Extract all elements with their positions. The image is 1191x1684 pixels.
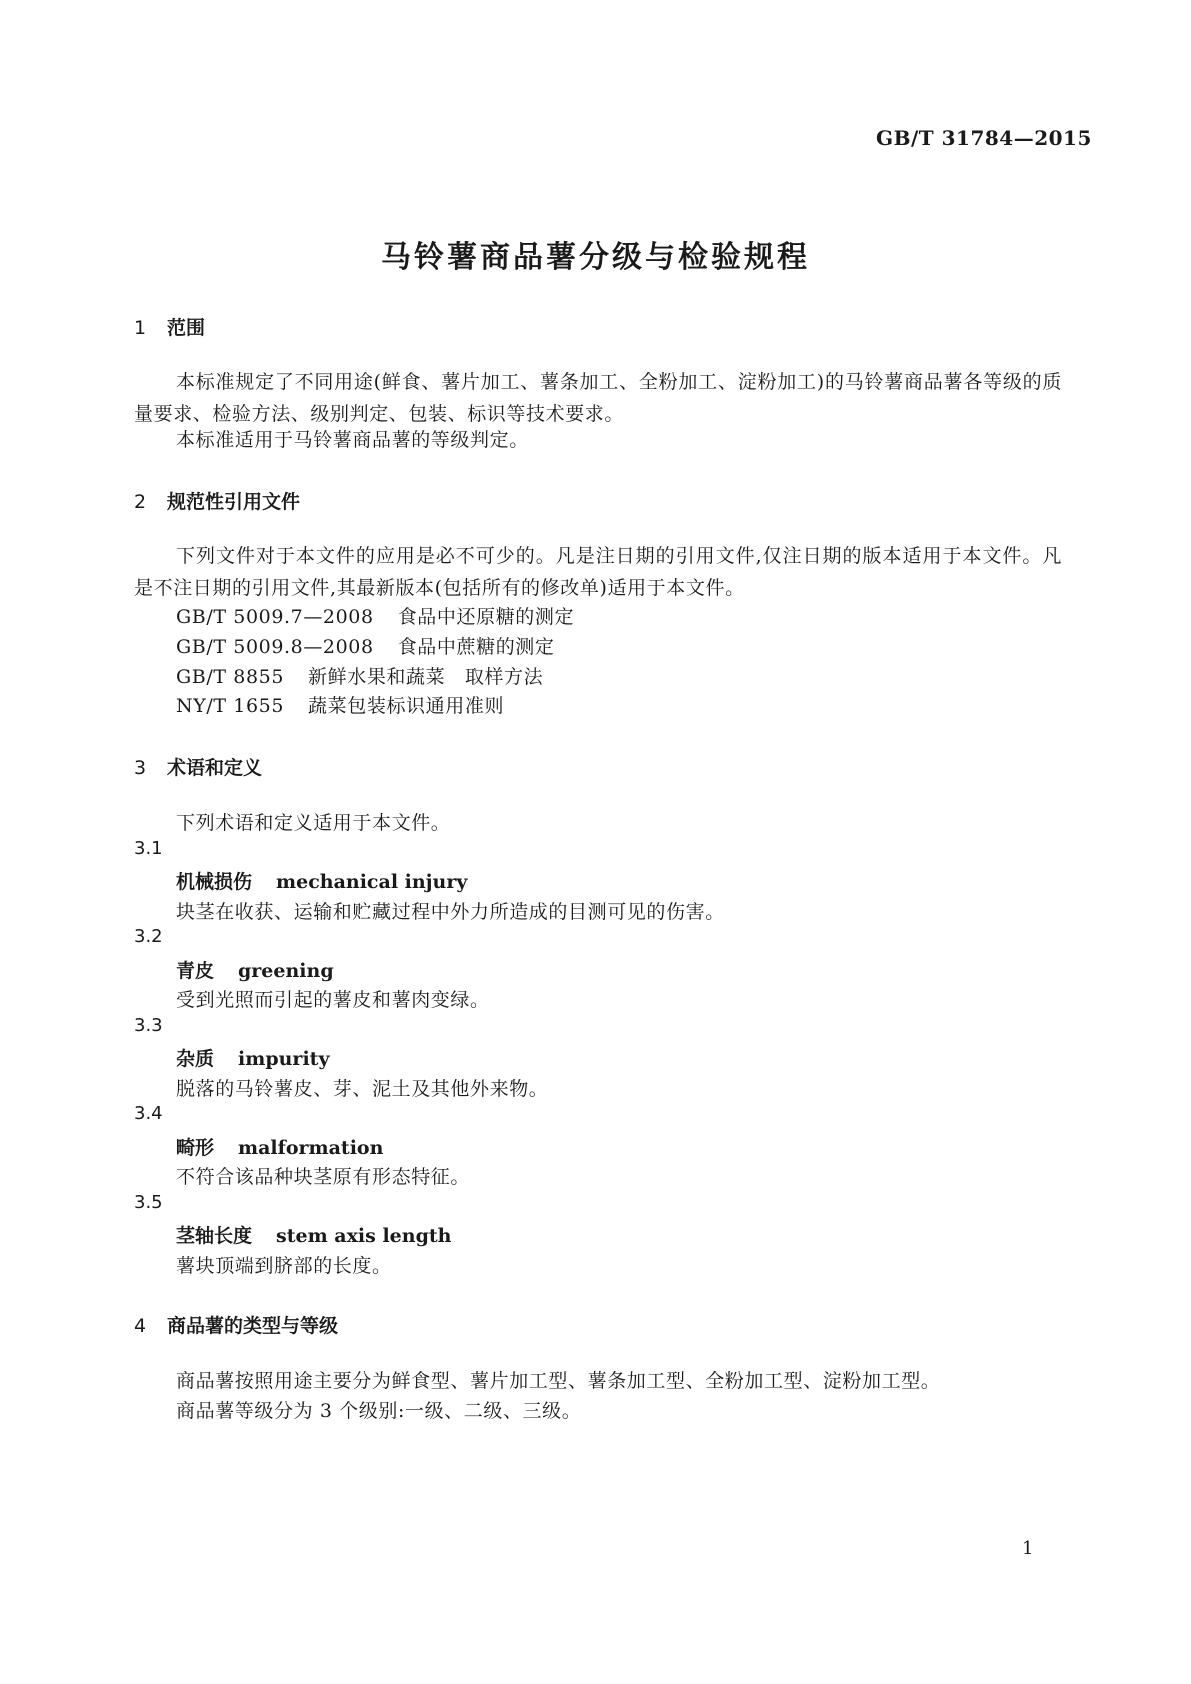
section-title: 规范性引用文件 (167, 491, 301, 513)
term-name (176, 956, 334, 983)
reference-code: GB/T 8855 (176, 666, 285, 688)
term-number: 3.5 (134, 1192, 163, 1213)
standard-code: GB/T 31784—2015 (876, 126, 1092, 150)
term-definition: 薯块顶端到脐部的长度。 (176, 1255, 392, 1277)
reference-item (176, 632, 555, 659)
term-name (176, 867, 467, 894)
term-name-en: stem axis length (276, 1225, 452, 1247)
term-name-en: greening (238, 960, 334, 982)
scope-paragraph-1: 本标准规定了不同用途(鲜食、薯片加工、薯条加工、全粉加工、淀粉加工)的马铃薯商品薯各等级的质量要求、检验方法、级别判定、包装、标识等技术要求。 (134, 371, 1062, 425)
scope-paragraph-2: 本标准适用于马铃薯商品薯的等级判定。 (176, 429, 529, 451)
term-name-cn: 青皮 (176, 960, 215, 982)
types-paragraph-2: 商品薯等级分为 3 个级别:一级、二级、三级。 (176, 1400, 582, 1422)
section-number: 1 (134, 317, 147, 339)
term-definition: 受到光照而引起的薯皮和薯肉变绿。 (176, 989, 490, 1011)
document-title: 马铃薯商品薯分级与检验规程 (381, 240, 810, 275)
reference-code: NY/T 1655 (176, 695, 285, 717)
term-name-en: mechanical injury (276, 871, 468, 893)
reference-title: 食品中蔗糖的测定 (397, 636, 555, 658)
section-number: 2 (134, 491, 147, 513)
section-number: 3 (134, 757, 147, 779)
term-name (176, 1133, 383, 1160)
term-definition: 不符合该品种块茎原有形态特征。 (176, 1166, 471, 1188)
types-paragraph-1: 商品薯按照用途主要分为鲜食型、薯片加工型、薯条加工型、全粉加工型、淀粉加工型。 (176, 1370, 941, 1392)
reference-title: 蔬菜包装标识通用准则 (308, 695, 505, 717)
references-intro: 下列文件对于本文件的应用是必不可少的。凡是注日期的引用文件,仅注日期的版本适用于本文件。凡是不注日期的引用文件,其最新版本(包括所有的修改单)适用于本文件。 (134, 545, 1062, 599)
term-name-cn: 杂质 (176, 1048, 215, 1070)
terms-intro: 下列术语和定义适用于本文件。 (176, 812, 451, 834)
section-heading-scope (134, 313, 205, 340)
reference-code: GB/T 5009.7—2008 (176, 606, 374, 628)
term-number: 3.1 (134, 838, 163, 859)
term-name (176, 1044, 329, 1071)
section-title: 术语和定义 (167, 757, 263, 779)
term-number: 3.3 (134, 1015, 163, 1036)
term-number: 3.4 (134, 1103, 163, 1124)
section-title: 商品薯的类型与等级 (167, 1315, 339, 1337)
page-number: 1 (1022, 1538, 1034, 1559)
section-title: 范围 (167, 317, 206, 339)
term-name-cn: 畸形 (176, 1137, 215, 1159)
term-name-cn: 机械损伤 (176, 871, 253, 893)
reference-item (176, 602, 574, 629)
section-number: 4 (134, 1315, 147, 1337)
term-name-cn: 茎轴长度 (176, 1225, 253, 1247)
section-heading-terms-definitions (134, 753, 262, 780)
reference-title: 新鲜水果和蔬菜 取样方法 (308, 666, 544, 688)
reference-item (176, 662, 543, 689)
reference-title: 食品中还原糖的测定 (397, 606, 575, 628)
term-definition: 脱落的马铃薯皮、芽、泥土及其他外来物。 (176, 1078, 549, 1100)
term-number: 3.2 (134, 926, 163, 947)
section-heading-types-grades (134, 1311, 338, 1338)
term-definition: 块茎在收获、运输和贮藏过程中外力所造成的目测可见的伤害。 (176, 901, 725, 923)
term-name-en: malformation (238, 1137, 384, 1159)
term-name (176, 1221, 451, 1248)
term-name-en: impurity (238, 1048, 330, 1070)
reference-item (176, 691, 504, 718)
reference-code: GB/T 5009.8—2008 (176, 636, 374, 658)
section-heading-normative-references (134, 487, 300, 514)
